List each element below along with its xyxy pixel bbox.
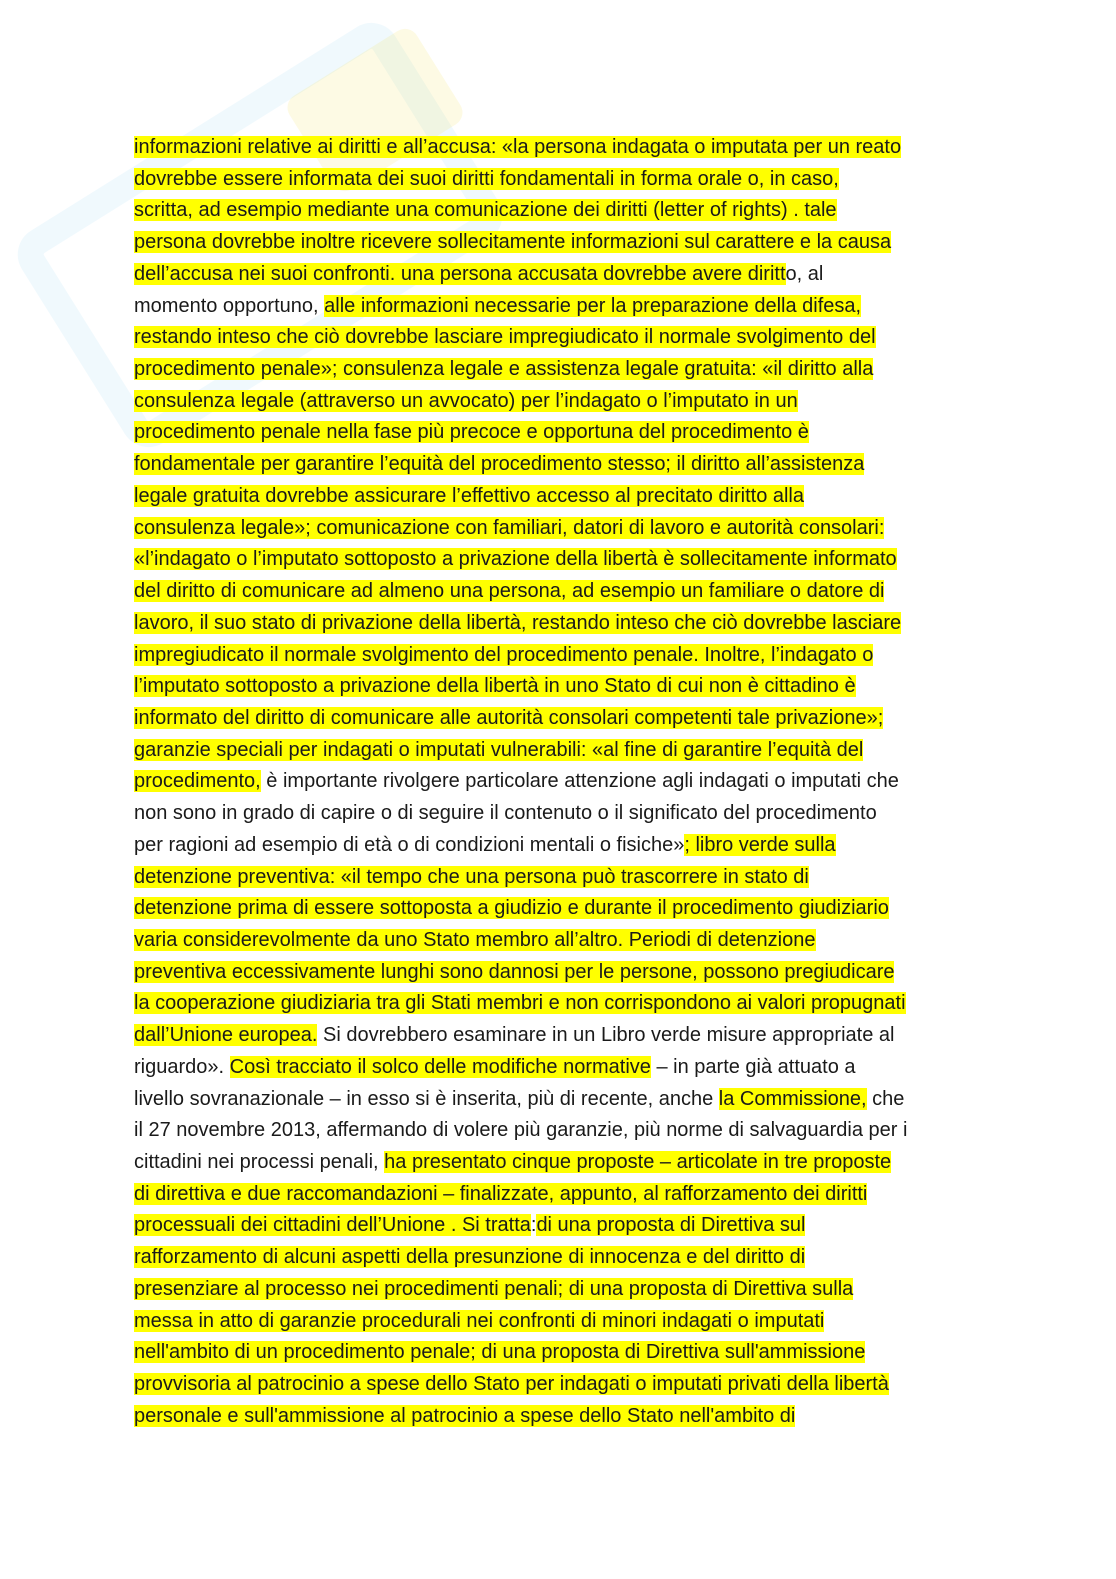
highlighted-text: detenzione prima di essere sottoposta a giudizio e durante il procedimento giudiziario <box>134 897 889 920</box>
highlighted-text: informazioni relative ai diritti e all’accusa: «la persona indagata o imputata per un reato <box>134 136 902 158</box>
text-line <box>134 1401 994 1433</box>
document-body <box>134 132 994 1432</box>
text-line <box>134 1242 994 1274</box>
highlighted-text: scritta, ad esempio mediante una comunicazione dei diritti (letter of rights) . tale <box>134 199 837 222</box>
text-line <box>134 988 994 1020</box>
text-line <box>134 862 994 894</box>
text-line <box>134 195 994 227</box>
highlighted-text: alle informazioni necessarie per la preparazione della difesa, <box>324 294 862 317</box>
text-line <box>134 830 994 862</box>
text-line <box>134 608 994 640</box>
highlighted-text: persona dovrebbe inoltre ricevere sollecitamente informazioni sul carattere e la causa <box>134 231 892 254</box>
highlighted-text: dall’Unione europea. <box>134 1024 318 1047</box>
text-line <box>134 957 994 989</box>
plain-text: Si dovrebbero esaminare in un Libro verde misure appropriate al <box>317 1024 895 1047</box>
plain-text: per ragioni ad esempio di età o di condizioni mentali o fisiche» <box>134 833 685 856</box>
plain-text: il 27 novembre 2013, affermando di volere più garanzie, più norme di salvaguardia per i <box>134 1119 908 1142</box>
highlighted-text: messa in atto di garanzie procedurali nei confronti di minori indagati o imputati <box>134 1309 825 1332</box>
text-line <box>134 1306 994 1338</box>
text-line <box>134 1147 994 1179</box>
plain-text: o, al <box>785 262 824 285</box>
plain-text: – in parte già attuato a <box>650 1055 856 1078</box>
text-line <box>134 1337 994 1369</box>
highlighted-text: ha presentato cinque proposte – articolate in tre proposte <box>384 1151 892 1173</box>
text-line <box>134 925 994 957</box>
highlighted-text: detenzione preventiva: «il tempo che una persona può trascorrere in stato di <box>134 865 809 888</box>
text-line <box>134 735 994 767</box>
highlighted-text: garanzie speciali per indagati o imputati vulnerabili: «al fine di garantire l’equità del <box>134 738 864 761</box>
highlighted-text: personale e sull'ammissione al patrocinio a spese dello Stato nell'ambito di <box>134 1404 796 1427</box>
text-line <box>134 640 994 672</box>
text-line <box>134 227 994 259</box>
text-line <box>134 798 994 830</box>
text-line <box>134 354 994 386</box>
plain-text: : <box>530 1214 537 1237</box>
highlighted-text: restando inteso che ciò dovrebbe lasciare impregiudicato il normale svolgimento del <box>134 326 876 349</box>
highlighted-text: impregiudicato il normale svolgimento del procedimento penale. Inoltre, l’indagato o <box>134 643 874 666</box>
highlighted-text: dovrebbe essere informata dei suoi diritti fondamentali in forma orale o, in caso, <box>134 167 839 190</box>
text-line <box>134 417 994 449</box>
highlighted-text: legale gratuita dovrebbe assicurare l’effettivo accesso al precitato diritto alla <box>134 484 804 507</box>
plain-text: momento opportuno, <box>134 294 325 317</box>
text-line <box>134 291 994 323</box>
text-line <box>134 1115 994 1147</box>
text-line <box>134 1052 994 1084</box>
highlighted-text: rafforzamento di alcuni aspetti della presunzione di innocenza e del diritto di <box>134 1246 806 1269</box>
highlighted-text: consulenza legale (attraverso un avvocato) per l’indagato o l’imputato in un <box>134 389 798 412</box>
text-line <box>134 576 994 608</box>
text-line <box>134 449 994 481</box>
plain-text: livello sovranazionale – in esso si è inserita, più di recente, anche <box>134 1087 719 1110</box>
highlighted-text: la cooperazione giudiziaria tra gli Stati membri e non corrispondono ai valori propugnati <box>134 992 906 1015</box>
highlighted-text: la Commissione, <box>718 1087 867 1110</box>
text-line <box>134 132 994 164</box>
text-line <box>134 1274 994 1306</box>
text-line <box>134 1369 994 1401</box>
highlighted-text: di una proposta di Direttiva sul <box>536 1214 806 1237</box>
highlighted-text: l’imputato sottoposto a privazione della libertà in uno Stato di cui non è cittadino è <box>134 675 856 698</box>
text-line <box>134 1210 994 1242</box>
highlighted-text: lavoro, il suo stato di privazione della libertà, restando inteso che ciò dovrebbe lasciare <box>134 611 902 634</box>
highlighted-text: del diritto di comunicare ad almeno una persona, ad esempio un familiare o datore di <box>134 580 885 603</box>
text-line <box>134 513 994 545</box>
highlighted-text: fondamentale per garantire l’equità del procedimento stesso; il diritto all’assistenza <box>134 453 865 476</box>
highlighted-text: procedimento penale nella fase più precoce e opportuna del procedimento è <box>134 421 809 444</box>
highlighted-text: di direttiva e due raccomandazioni – finalizzate, appunto, al rafforzamento dei diritti <box>134 1182 868 1205</box>
text-line <box>134 386 994 418</box>
text-line <box>134 671 994 703</box>
plain-text: cittadini nei processi penali, <box>134 1151 385 1173</box>
plain-text: è importante rivolgere particolare attenzione agli indagati o imputati che <box>260 770 899 793</box>
text-line <box>134 766 994 798</box>
text-line <box>134 703 994 735</box>
plain-text: che <box>866 1087 905 1110</box>
highlighted-text: procedimento penale»; consulenza legale e assistenza legale gratuita: «il diritto alla <box>134 358 874 381</box>
plain-text: riguardo». <box>134 1055 230 1078</box>
highlighted-text: preventiva eccessivamente lunghi sono dannosi per le persone, possono pregiudicare <box>134 960 895 983</box>
text-line <box>134 1020 994 1052</box>
text-line <box>134 481 994 513</box>
text-line <box>134 259 994 291</box>
highlighted-text: processuali dei cittadini dell’Unione . Si tratta <box>134 1214 531 1237</box>
text-line <box>134 164 994 196</box>
highlighted-text: varia considerevolmente da uno Stato membro all’altro. Periodi di detenzione <box>134 928 816 951</box>
highlighted-text: informato del diritto di comunicare alle autorità consolari competenti tale privazione»; <box>134 706 884 729</box>
highlighted-text: Così tracciato il solco delle modifiche normative <box>229 1055 651 1078</box>
highlighted-text: consulenza legale»; comunicazione con familiari, datori di lavoro e autorità consolari: <box>134 516 885 539</box>
text-line <box>134 1179 994 1211</box>
highlighted-text: presenziare al processo nei procedimenti penali; di una proposta di Direttiva sulla <box>134 1277 854 1300</box>
highlighted-text: ; libro verde sulla <box>684 833 836 856</box>
highlighted-text: provvisoria al patrocinio a spese dello Stato per indagati o imputati privati della libertà <box>134 1373 889 1396</box>
text-line <box>134 322 994 354</box>
highlighted-text: dell’accusa nei suoi confronti. una persona accusata dovrebbe avere diritt <box>134 262 786 285</box>
highlighted-text: procedimento, <box>134 770 261 793</box>
text-line <box>134 893 994 925</box>
highlighted-text: nell'ambito di un procedimento penale; di una proposta di Direttiva sull'ammissione <box>134 1341 866 1364</box>
plain-text: non sono in grado di capire o di seguire il contenuto o il significato del procedimento <box>134 802 877 825</box>
text-line <box>134 1084 994 1116</box>
text-line <box>134 544 994 576</box>
highlighted-text: «l’indagato o l’imputato sottoposto a privazione della libertà è sollecitamente informato <box>134 548 897 571</box>
